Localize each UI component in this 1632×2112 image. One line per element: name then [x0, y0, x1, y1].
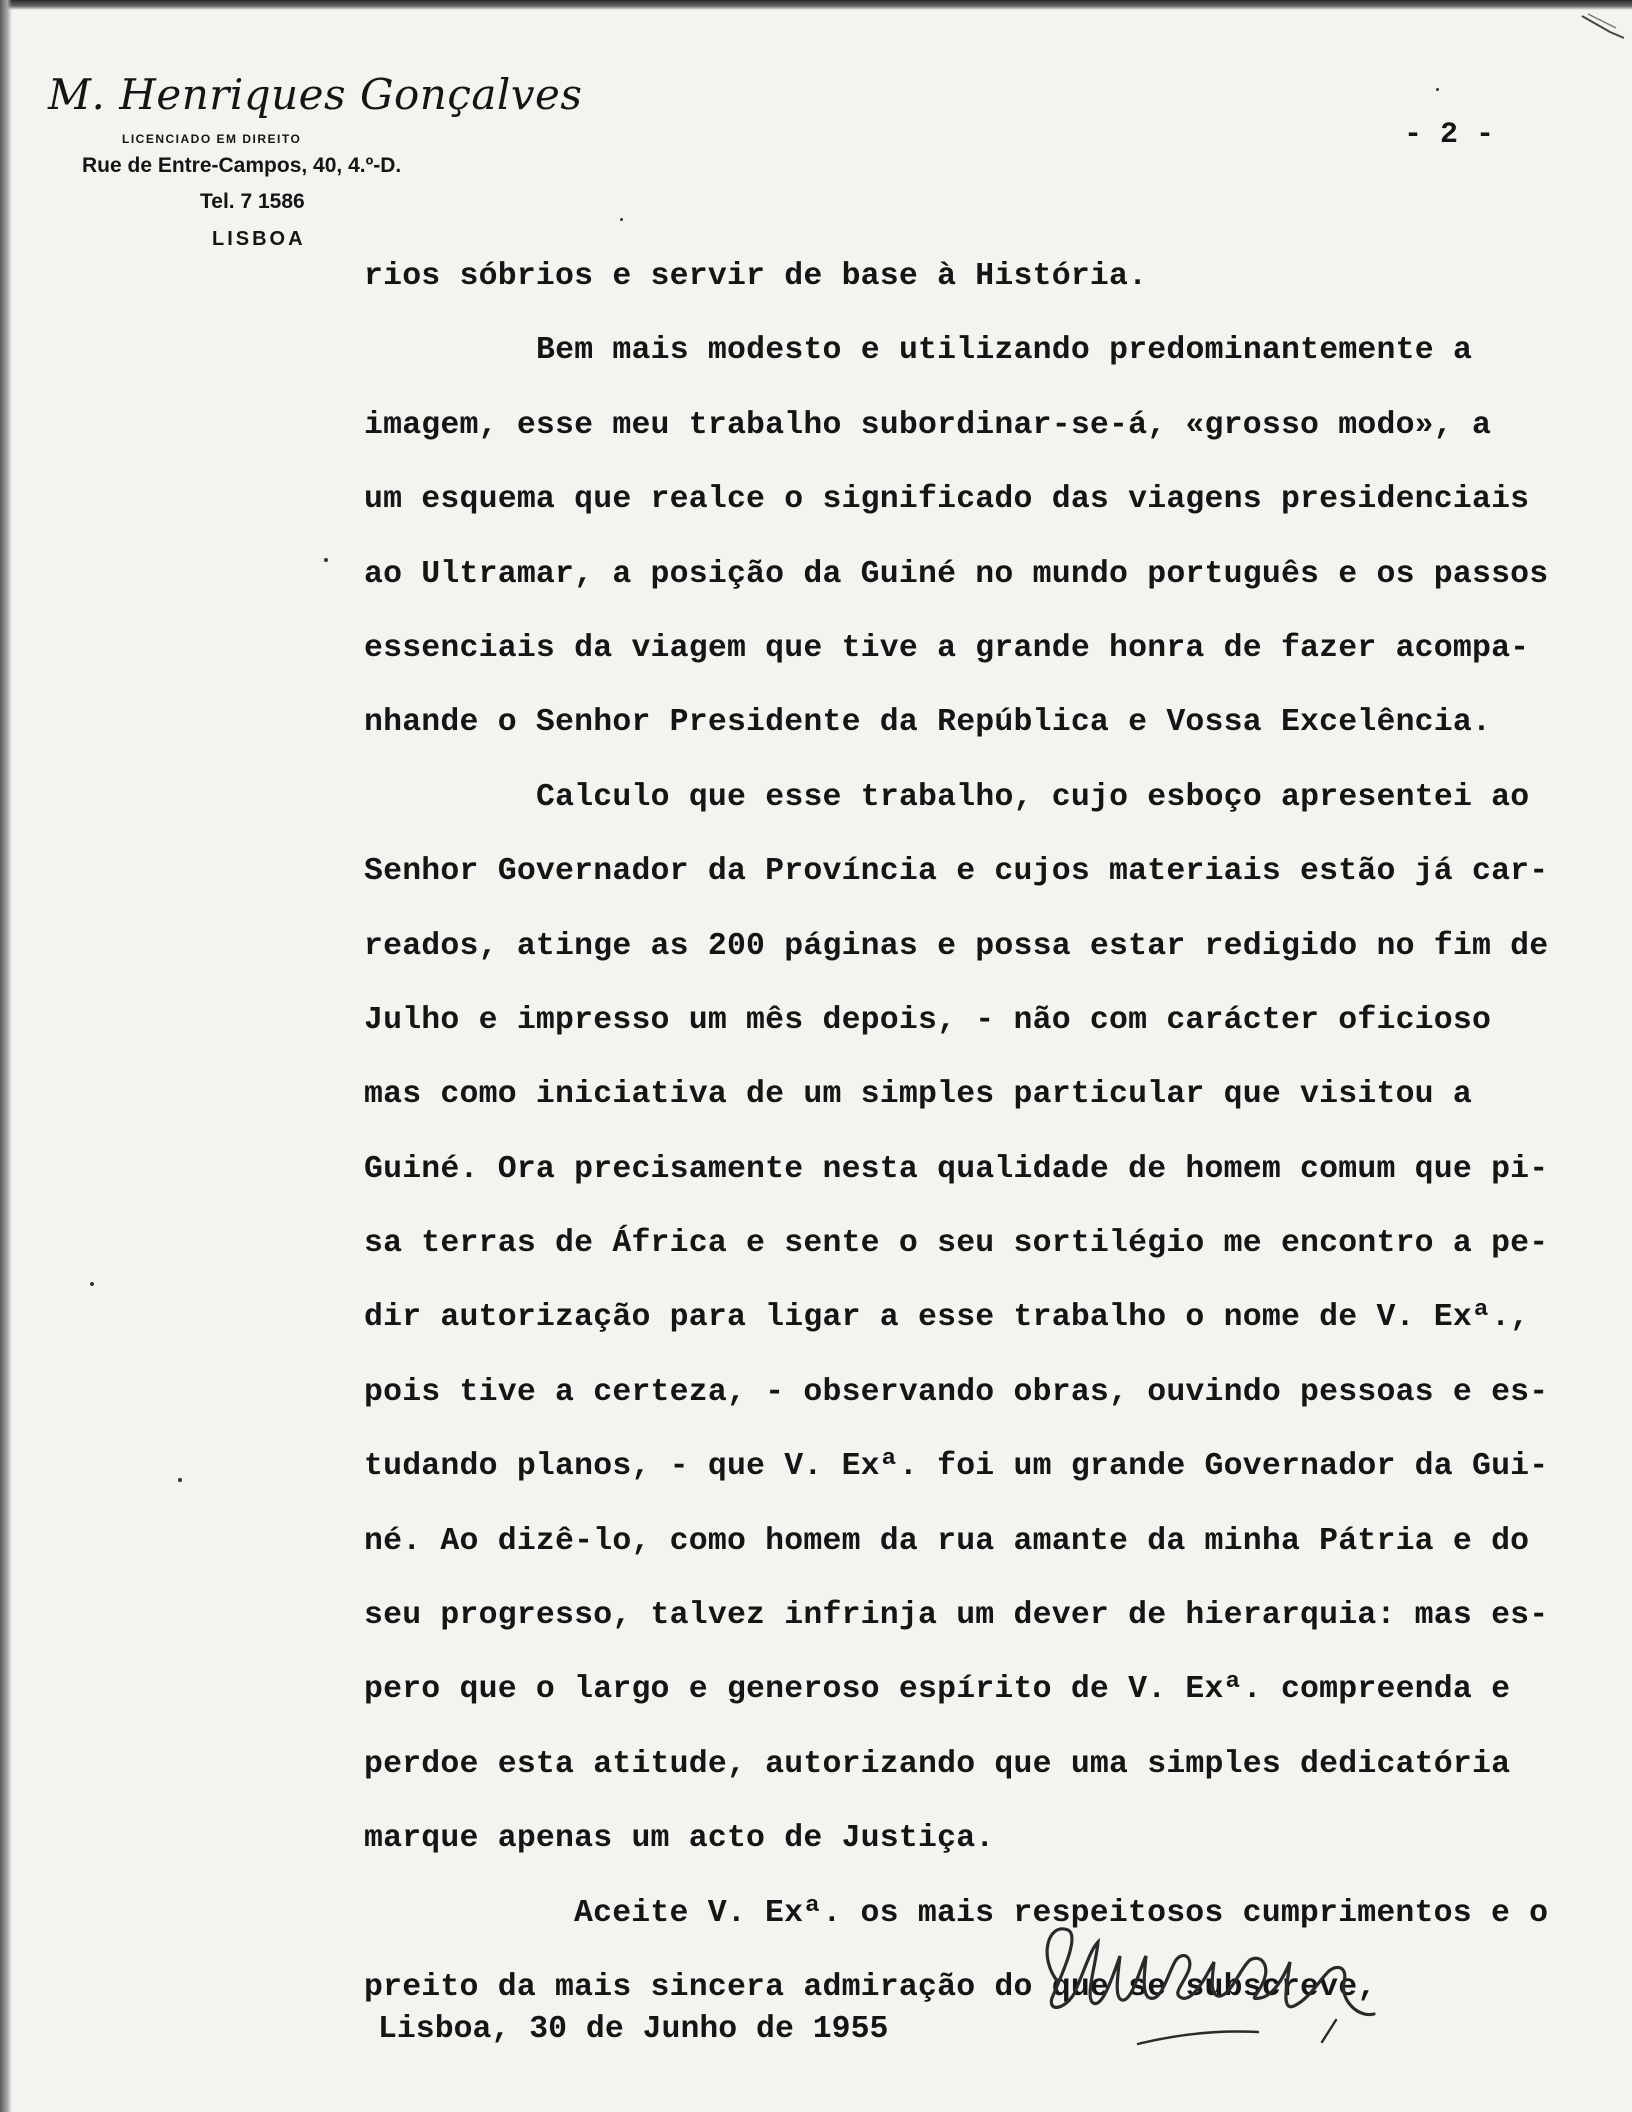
letterhead-city: LISBOA: [212, 228, 306, 250]
body-line: Senhor Governador da Província e cujos materiais estão já car-: [364, 854, 1549, 890]
page-left-edge: [0, 0, 12, 2112]
body-line: Bem mais modesto e utilizando predominantemente a: [536, 333, 1473, 369]
staple-mark: [1580, 12, 1626, 42]
date-line: Lisboa, 30 de Junho de 1955: [378, 2012, 889, 2047]
body-line: Julho e impresso um mês depois, - não com carácter oficioso: [364, 1002, 1492, 1038]
body-line: perdoe esta atitude, autorizando que uma simples dedicatória: [364, 1746, 1511, 1782]
paper-speck: [90, 1282, 94, 1286]
paper-speck: [324, 558, 328, 562]
body-line: imagem, esse meu trabalho subordinar-se-á, «grosso modo», a: [364, 407, 1492, 443]
body-line: nhande o Senhor Presidente da República e Vossa Excelência.: [364, 705, 1492, 741]
letterhead-telephone: Tel. 7 1586: [200, 190, 305, 213]
page-number: - 2 -: [1404, 118, 1495, 152]
body-line: pero que o largo e generoso espírito de V. Exª. compreenda e: [364, 1672, 1511, 1708]
body-line: seu progresso, talvez infrinja um dever de hierarquia: mas es-: [364, 1598, 1549, 1634]
body-line: sa terras de África e sente o seu sortilégio me encontro a pe-: [364, 1226, 1549, 1262]
body-line: pois tive a certeza, - observando obras, ouvindo pessoas e es-: [364, 1374, 1549, 1410]
body-line: reados, atinge as 200 páginas e possa estar redigido no fim de: [364, 928, 1549, 964]
body-line: dir autorização para ligar a esse trabalho o nome de V. Exª.,: [364, 1300, 1530, 1336]
letterhead-title: LICENCIADO EM DIREITO: [122, 132, 302, 146]
body-line: Guiné. Ora precisamente nesta qualidade de homem comum que pi-: [364, 1151, 1549, 1187]
body-line: essenciais da viagem que tive a grande honra de fazer acompa-: [364, 630, 1530, 666]
body-line: ao Ultramar, a posição da Guiné no mundo português e os passos: [364, 556, 1549, 592]
body-line: mas como iniciativa de um simples particular que visitou a: [364, 1077, 1472, 1113]
handwritten-signature: [1018, 1902, 1488, 2052]
paper-speck: [178, 1478, 182, 1482]
body-line: Calculo que esse trabalho, cujo esboço apresentei ao: [536, 779, 1530, 815]
letterhead-name: M. Henriques Gonçalves: [48, 70, 583, 119]
page-top-edge: [0, 0, 1632, 10]
paper-speck: [1436, 88, 1439, 91]
letter-body: [364, 240, 1594, 2025]
body-line: um esquema que realce o significado das viagens presidenciais: [364, 482, 1530, 518]
closing-line: preito da mais sincera admiração do que se subscreve,: [364, 1969, 1377, 2005]
body-line: né. Ao dizê-lo, como homem da rua amante da minha Pátria e do: [364, 1523, 1530, 1559]
body-line: rios sóbrios e servir de base à História.: [364, 259, 1148, 294]
body-line: tudando planos, - que V. Exª. foi um grande Governador da Gui-: [364, 1449, 1549, 1485]
letterhead-address: Rue de Entre-Campos, 40, 4.º-D.: [82, 154, 402, 177]
closing-line: Aceite V. Exª. os mais respeitosos cumprimentos e o: [574, 1895, 1549, 1931]
body-line: marque apenas um acto de Justiça.: [364, 1821, 995, 1857]
paper-speck: [620, 218, 623, 221]
